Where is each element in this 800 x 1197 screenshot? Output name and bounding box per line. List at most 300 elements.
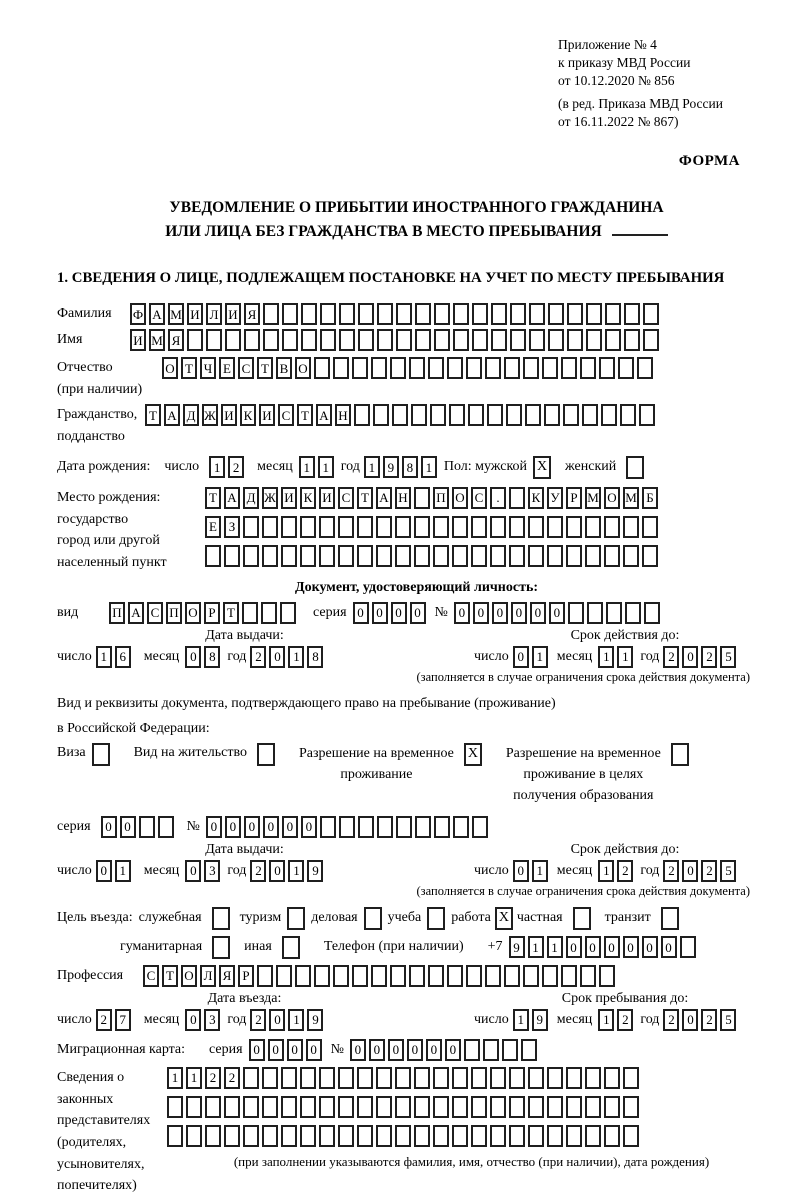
char-box[interactable] xyxy=(642,516,658,538)
char-box[interactable]: 0 xyxy=(642,936,658,958)
char-box[interactable] xyxy=(433,1096,449,1118)
char-box[interactable]: 0 xyxy=(388,1039,404,1061)
char-box[interactable] xyxy=(167,1125,183,1147)
char-box[interactable] xyxy=(452,1067,468,1089)
char-box[interactable] xyxy=(319,1067,335,1089)
char-box[interactable]: А xyxy=(164,404,180,426)
char-box[interactable] xyxy=(276,965,292,987)
char-box[interactable]: 1 xyxy=(96,646,112,668)
char-box[interactable] xyxy=(471,516,487,538)
char-box[interactable] xyxy=(395,1067,411,1089)
char-box[interactable]: 0 xyxy=(492,602,508,624)
char-box[interactable]: 0 xyxy=(353,602,369,624)
char-box[interactable] xyxy=(599,965,615,987)
char-box[interactable] xyxy=(502,1039,518,1061)
char-box[interactable]: Т xyxy=(257,357,273,379)
char-box[interactable]: М xyxy=(149,329,165,351)
char-box[interactable] xyxy=(567,303,583,325)
char-box[interactable] xyxy=(471,545,487,567)
char-box[interactable]: 1 xyxy=(299,456,315,478)
char-box[interactable]: Т xyxy=(162,965,178,987)
char-box[interactable] xyxy=(453,329,469,351)
char-box[interactable]: 2 xyxy=(701,860,717,882)
char-box[interactable] xyxy=(390,357,406,379)
char-box[interactable] xyxy=(485,965,501,987)
char-box[interactable] xyxy=(262,516,278,538)
char-box[interactable] xyxy=(466,357,482,379)
char-box[interactable] xyxy=(281,1125,297,1147)
char-box[interactable]: С xyxy=(238,357,254,379)
char-box[interactable]: К xyxy=(528,487,544,509)
char-box[interactable]: К xyxy=(240,404,256,426)
char-box[interactable] xyxy=(300,1125,316,1147)
char-box[interactable] xyxy=(414,1125,430,1147)
char-box[interactable] xyxy=(452,1096,468,1118)
char-box[interactable] xyxy=(585,1067,601,1089)
char-box[interactable]: 5 xyxy=(720,646,736,668)
char-box[interactable] xyxy=(338,1067,354,1089)
char-box[interactable] xyxy=(376,516,392,538)
char-box[interactable] xyxy=(585,1125,601,1147)
char-box[interactable] xyxy=(205,545,221,567)
char-box[interactable] xyxy=(414,1067,430,1089)
char-box[interactable] xyxy=(604,1067,620,1089)
char-box[interactable] xyxy=(472,303,488,325)
char-box[interactable] xyxy=(357,516,373,538)
char-box[interactable] xyxy=(319,1125,335,1147)
char-box[interactable] xyxy=(582,404,598,426)
char-box[interactable]: И xyxy=(130,329,146,351)
char-box[interactable]: 1 xyxy=(421,456,437,478)
char-box[interactable] xyxy=(377,303,393,325)
char-box[interactable]: 0 xyxy=(682,1009,698,1031)
char-box[interactable] xyxy=(396,816,412,838)
char-box[interactable] xyxy=(563,404,579,426)
char-box[interactable] xyxy=(566,1096,582,1118)
char-box[interactable]: 0 xyxy=(454,602,470,624)
char-box[interactable]: 0 xyxy=(263,816,279,838)
char-box[interactable]: 0 xyxy=(623,936,639,958)
char-box[interactable]: Р xyxy=(566,487,582,509)
char-box[interactable] xyxy=(623,545,639,567)
char-box[interactable]: 2 xyxy=(701,1009,717,1031)
char-box[interactable] xyxy=(262,1067,278,1089)
char-box[interactable]: 0 xyxy=(225,816,241,838)
char-box[interactable] xyxy=(300,1067,316,1089)
char-box[interactable]: 1 xyxy=(364,456,380,478)
char-box[interactable] xyxy=(319,1096,335,1118)
char-box[interactable] xyxy=(523,965,539,987)
char-box[interactable] xyxy=(358,816,374,838)
char-box[interactable] xyxy=(506,404,522,426)
char-box[interactable]: Н xyxy=(395,487,411,509)
char-box[interactable]: И xyxy=(319,487,335,509)
char-box[interactable]: 2 xyxy=(250,646,266,668)
char-box[interactable] xyxy=(428,965,444,987)
char-box[interactable]: Д xyxy=(243,487,259,509)
char-box[interactable] xyxy=(338,1125,354,1147)
char-box[interactable]: 2 xyxy=(701,646,717,668)
char-box[interactable]: 9 xyxy=(307,1009,323,1031)
char-box[interactable] xyxy=(338,516,354,538)
char-box[interactable]: 1 xyxy=(598,860,614,882)
char-box[interactable] xyxy=(243,545,259,567)
char-box[interactable] xyxy=(301,329,317,351)
char-box[interactable] xyxy=(224,1096,240,1118)
char-box[interactable] xyxy=(447,965,463,987)
char-box[interactable] xyxy=(352,965,368,987)
char-box[interactable]: О xyxy=(181,965,197,987)
char-box[interactable] xyxy=(433,516,449,538)
char-box[interactable] xyxy=(224,545,240,567)
purpose-study-checkbox[interactable] xyxy=(427,907,445,930)
char-box[interactable] xyxy=(281,1096,297,1118)
char-box[interactable] xyxy=(411,404,427,426)
char-box[interactable] xyxy=(414,516,430,538)
char-box[interactable] xyxy=(625,602,641,624)
char-box[interactable]: Т xyxy=(357,487,373,509)
char-box[interactable] xyxy=(566,516,582,538)
char-box[interactable]: К xyxy=(300,487,316,509)
char-box[interactable] xyxy=(395,516,411,538)
char-box[interactable] xyxy=(371,965,387,987)
char-box[interactable] xyxy=(566,1067,582,1089)
char-box[interactable] xyxy=(567,329,583,351)
char-box[interactable]: О xyxy=(162,357,178,379)
char-box[interactable] xyxy=(243,1125,259,1147)
char-box[interactable] xyxy=(605,329,621,351)
char-box[interactable] xyxy=(409,965,425,987)
char-box[interactable]: 0 xyxy=(661,936,677,958)
char-box[interactable] xyxy=(314,357,330,379)
char-box[interactable] xyxy=(433,1067,449,1089)
char-box[interactable] xyxy=(624,303,640,325)
char-box[interactable] xyxy=(282,303,298,325)
char-box[interactable]: С xyxy=(338,487,354,509)
char-box[interactable] xyxy=(339,303,355,325)
char-box[interactable] xyxy=(542,357,558,379)
char-box[interactable] xyxy=(358,329,374,351)
char-box[interactable]: 1 xyxy=(598,1009,614,1031)
char-box[interactable]: 2 xyxy=(663,860,679,882)
char-box[interactable]: 9 xyxy=(307,860,323,882)
char-box[interactable]: 0 xyxy=(473,602,489,624)
char-box[interactable] xyxy=(529,303,545,325)
char-box[interactable]: П xyxy=(433,487,449,509)
char-box[interactable]: Я xyxy=(219,965,235,987)
char-box[interactable] xyxy=(244,329,260,351)
char-box[interactable]: Д xyxy=(183,404,199,426)
char-box[interactable] xyxy=(618,357,634,379)
char-box[interactable] xyxy=(314,965,330,987)
char-box[interactable] xyxy=(396,303,412,325)
char-box[interactable] xyxy=(449,404,465,426)
char-box[interactable] xyxy=(453,816,469,838)
char-box[interactable] xyxy=(490,1096,506,1118)
char-box[interactable]: 0 xyxy=(445,1039,461,1061)
char-box[interactable]: 0 xyxy=(426,1039,442,1061)
char-box[interactable] xyxy=(262,545,278,567)
char-box[interactable] xyxy=(585,1096,601,1118)
char-box[interactable]: Л xyxy=(200,965,216,987)
char-box[interactable] xyxy=(167,1096,183,1118)
char-box[interactable]: П xyxy=(166,602,182,624)
char-box[interactable] xyxy=(643,303,659,325)
char-box[interactable]: 0 xyxy=(585,936,601,958)
char-box[interactable] xyxy=(376,1096,392,1118)
char-box[interactable]: Т xyxy=(223,602,239,624)
char-box[interactable] xyxy=(525,404,541,426)
char-box[interactable] xyxy=(542,965,558,987)
char-box[interactable] xyxy=(242,602,258,624)
char-box[interactable]: 0 xyxy=(513,860,529,882)
char-box[interactable]: С xyxy=(278,404,294,426)
char-box[interactable] xyxy=(504,965,520,987)
char-box[interactable] xyxy=(471,1096,487,1118)
char-box[interactable] xyxy=(300,545,316,567)
char-box[interactable]: О xyxy=(295,357,311,379)
char-box[interactable]: 1 xyxy=(288,860,304,882)
char-box[interactable] xyxy=(490,1125,506,1147)
purpose-private-checkbox[interactable] xyxy=(573,907,591,930)
char-box[interactable]: М xyxy=(168,303,184,325)
char-box[interactable] xyxy=(281,545,297,567)
char-box[interactable] xyxy=(300,1096,316,1118)
char-box[interactable]: И xyxy=(187,303,203,325)
char-box[interactable]: А xyxy=(376,487,392,509)
char-box[interactable] xyxy=(599,357,615,379)
char-box[interactable] xyxy=(453,303,469,325)
char-box[interactable] xyxy=(604,516,620,538)
char-box[interactable]: 1 xyxy=(318,456,334,478)
char-box[interactable]: 1 xyxy=(547,936,563,958)
char-box[interactable] xyxy=(487,404,503,426)
char-box[interactable] xyxy=(205,1096,221,1118)
char-box[interactable]: 1 xyxy=(532,646,548,668)
char-box[interactable] xyxy=(352,357,368,379)
char-box[interactable]: Я xyxy=(244,303,260,325)
char-box[interactable]: 0 xyxy=(306,1039,322,1061)
char-box[interactable] xyxy=(358,303,374,325)
char-box[interactable]: 0 xyxy=(244,816,260,838)
char-box[interactable]: 0 xyxy=(249,1039,265,1061)
char-box[interactable]: 0 xyxy=(185,860,201,882)
char-box[interactable] xyxy=(205,1125,221,1147)
char-box[interactable] xyxy=(320,303,336,325)
purpose-other-checkbox[interactable] xyxy=(282,936,300,959)
char-box[interactable]: С xyxy=(147,602,163,624)
char-box[interactable]: И xyxy=(221,404,237,426)
char-box[interactable] xyxy=(601,404,617,426)
char-box[interactable] xyxy=(392,404,408,426)
char-box[interactable] xyxy=(606,602,622,624)
visa-checkbox[interactable] xyxy=(92,743,110,766)
char-box[interactable]: З xyxy=(224,516,240,538)
char-box[interactable] xyxy=(566,1125,582,1147)
char-box[interactable] xyxy=(395,1125,411,1147)
char-box[interactable] xyxy=(281,516,297,538)
char-box[interactable]: 5 xyxy=(720,1009,736,1031)
char-box[interactable]: В xyxy=(276,357,292,379)
char-box[interactable] xyxy=(509,516,525,538)
char-box[interactable] xyxy=(561,965,577,987)
char-box[interactable] xyxy=(333,965,349,987)
char-box[interactable] xyxy=(529,329,545,351)
char-box[interactable]: С xyxy=(143,965,159,987)
char-box[interactable] xyxy=(471,1067,487,1089)
char-box[interactable] xyxy=(415,816,431,838)
char-box[interactable] xyxy=(434,329,450,351)
char-box[interactable] xyxy=(452,545,468,567)
char-box[interactable] xyxy=(354,404,370,426)
char-box[interactable]: 0 xyxy=(566,936,582,958)
char-box[interactable] xyxy=(206,329,222,351)
char-box[interactable]: М xyxy=(623,487,639,509)
char-box[interactable]: 9 xyxy=(509,936,525,958)
char-box[interactable] xyxy=(471,1125,487,1147)
char-box[interactable]: 2 xyxy=(663,1009,679,1031)
char-box[interactable]: И xyxy=(281,487,297,509)
char-box[interactable] xyxy=(620,404,636,426)
char-box[interactable]: 0 xyxy=(372,602,388,624)
char-box[interactable] xyxy=(528,1096,544,1118)
char-box[interactable] xyxy=(604,1125,620,1147)
char-box[interactable] xyxy=(491,329,507,351)
char-box[interactable]: А xyxy=(128,602,144,624)
char-box[interactable]: 1 xyxy=(115,860,131,882)
char-box[interactable]: 0 xyxy=(513,646,529,668)
char-box[interactable]: О xyxy=(452,487,468,509)
char-box[interactable]: Я xyxy=(168,329,184,351)
char-box[interactable]: 0 xyxy=(391,602,407,624)
char-box[interactable] xyxy=(528,545,544,567)
char-box[interactable]: 1 xyxy=(209,456,225,478)
char-box[interactable] xyxy=(373,404,389,426)
char-box[interactable] xyxy=(376,1125,392,1147)
char-box[interactable]: 0 xyxy=(269,1009,285,1031)
char-box[interactable]: 5 xyxy=(720,860,736,882)
char-box[interactable]: 1 xyxy=(528,936,544,958)
char-box[interactable]: 3 xyxy=(204,1009,220,1031)
char-box[interactable] xyxy=(158,816,174,838)
char-box[interactable]: 1 xyxy=(617,646,633,668)
char-box[interactable]: 1 xyxy=(532,860,548,882)
char-box[interactable]: Н xyxy=(335,404,351,426)
char-box[interactable] xyxy=(300,516,316,538)
char-box[interactable]: Л xyxy=(206,303,222,325)
char-box[interactable] xyxy=(548,303,564,325)
char-box[interactable]: Т xyxy=(297,404,313,426)
char-box[interactable] xyxy=(510,329,526,351)
char-box[interactable] xyxy=(333,357,349,379)
char-box[interactable] xyxy=(434,303,450,325)
char-box[interactable] xyxy=(490,545,506,567)
char-box[interactable] xyxy=(295,965,311,987)
char-box[interactable] xyxy=(547,1096,563,1118)
char-box[interactable]: 0 xyxy=(407,1039,423,1061)
char-box[interactable] xyxy=(415,303,431,325)
char-box[interactable]: 0 xyxy=(120,816,136,838)
char-box[interactable] xyxy=(623,516,639,538)
char-box[interactable] xyxy=(434,816,450,838)
char-box[interactable] xyxy=(224,1125,240,1147)
char-box[interactable]: А xyxy=(149,303,165,325)
char-box[interactable]: 3 xyxy=(204,860,220,882)
char-box[interactable]: 2 xyxy=(205,1067,221,1089)
char-box[interactable]: 2 xyxy=(224,1067,240,1089)
char-box[interactable]: 9 xyxy=(532,1009,548,1031)
char-box[interactable]: 0 xyxy=(269,646,285,668)
char-box[interactable] xyxy=(371,357,387,379)
char-box[interactable]: И xyxy=(225,303,241,325)
char-box[interactable] xyxy=(680,936,696,958)
purpose-business-checkbox[interactable] xyxy=(364,907,382,930)
char-box[interactable] xyxy=(510,303,526,325)
char-box[interactable] xyxy=(466,965,482,987)
char-box[interactable] xyxy=(390,965,406,987)
char-box[interactable] xyxy=(509,1067,525,1089)
char-box[interactable] xyxy=(428,357,444,379)
char-box[interactable]: 8 xyxy=(204,646,220,668)
char-box[interactable] xyxy=(523,357,539,379)
char-box[interactable] xyxy=(468,404,484,426)
char-box[interactable] xyxy=(509,545,525,567)
char-box[interactable] xyxy=(319,516,335,538)
char-box[interactable] xyxy=(604,545,620,567)
char-box[interactable]: 0 xyxy=(268,1039,284,1061)
char-box[interactable] xyxy=(521,1039,537,1061)
char-box[interactable] xyxy=(509,1125,525,1147)
char-box[interactable]: 1 xyxy=(513,1009,529,1031)
char-box[interactable] xyxy=(509,487,525,509)
char-box[interactable] xyxy=(491,303,507,325)
char-box[interactable] xyxy=(280,602,296,624)
female-checkbox[interactable] xyxy=(626,456,644,479)
char-box[interactable] xyxy=(186,1096,202,1118)
char-box[interactable]: 0 xyxy=(185,646,201,668)
purpose-official-checkbox[interactable] xyxy=(212,907,230,930)
male-checkbox[interactable]: X xyxy=(533,456,551,479)
char-box[interactable]: А xyxy=(316,404,332,426)
char-box[interactable]: Ж xyxy=(202,404,218,426)
char-box[interactable] xyxy=(604,1096,620,1118)
char-box[interactable]: . xyxy=(490,487,506,509)
char-box[interactable]: 8 xyxy=(307,646,323,668)
char-box[interactable] xyxy=(490,1067,506,1089)
char-box[interactable] xyxy=(547,1067,563,1089)
char-box[interactable] xyxy=(357,1125,373,1147)
char-box[interactable] xyxy=(263,329,279,351)
char-box[interactable] xyxy=(339,816,355,838)
char-box[interactable] xyxy=(504,357,520,379)
char-box[interactable]: 0 xyxy=(269,860,285,882)
char-box[interactable]: Р xyxy=(238,965,254,987)
char-box[interactable]: 2 xyxy=(250,1009,266,1031)
char-box[interactable]: 2 xyxy=(250,860,266,882)
char-box[interactable] xyxy=(547,516,563,538)
char-box[interactable]: Ф xyxy=(130,303,146,325)
char-box[interactable]: 0 xyxy=(682,646,698,668)
char-box[interactable] xyxy=(225,329,241,351)
char-box[interactable] xyxy=(452,1125,468,1147)
char-box[interactable]: 0 xyxy=(101,816,117,838)
char-box[interactable] xyxy=(319,545,335,567)
char-box[interactable] xyxy=(261,602,277,624)
char-box[interactable]: 1 xyxy=(186,1067,202,1089)
char-box[interactable] xyxy=(637,357,653,379)
char-box[interactable] xyxy=(186,1125,202,1147)
char-box[interactable] xyxy=(547,1125,563,1147)
